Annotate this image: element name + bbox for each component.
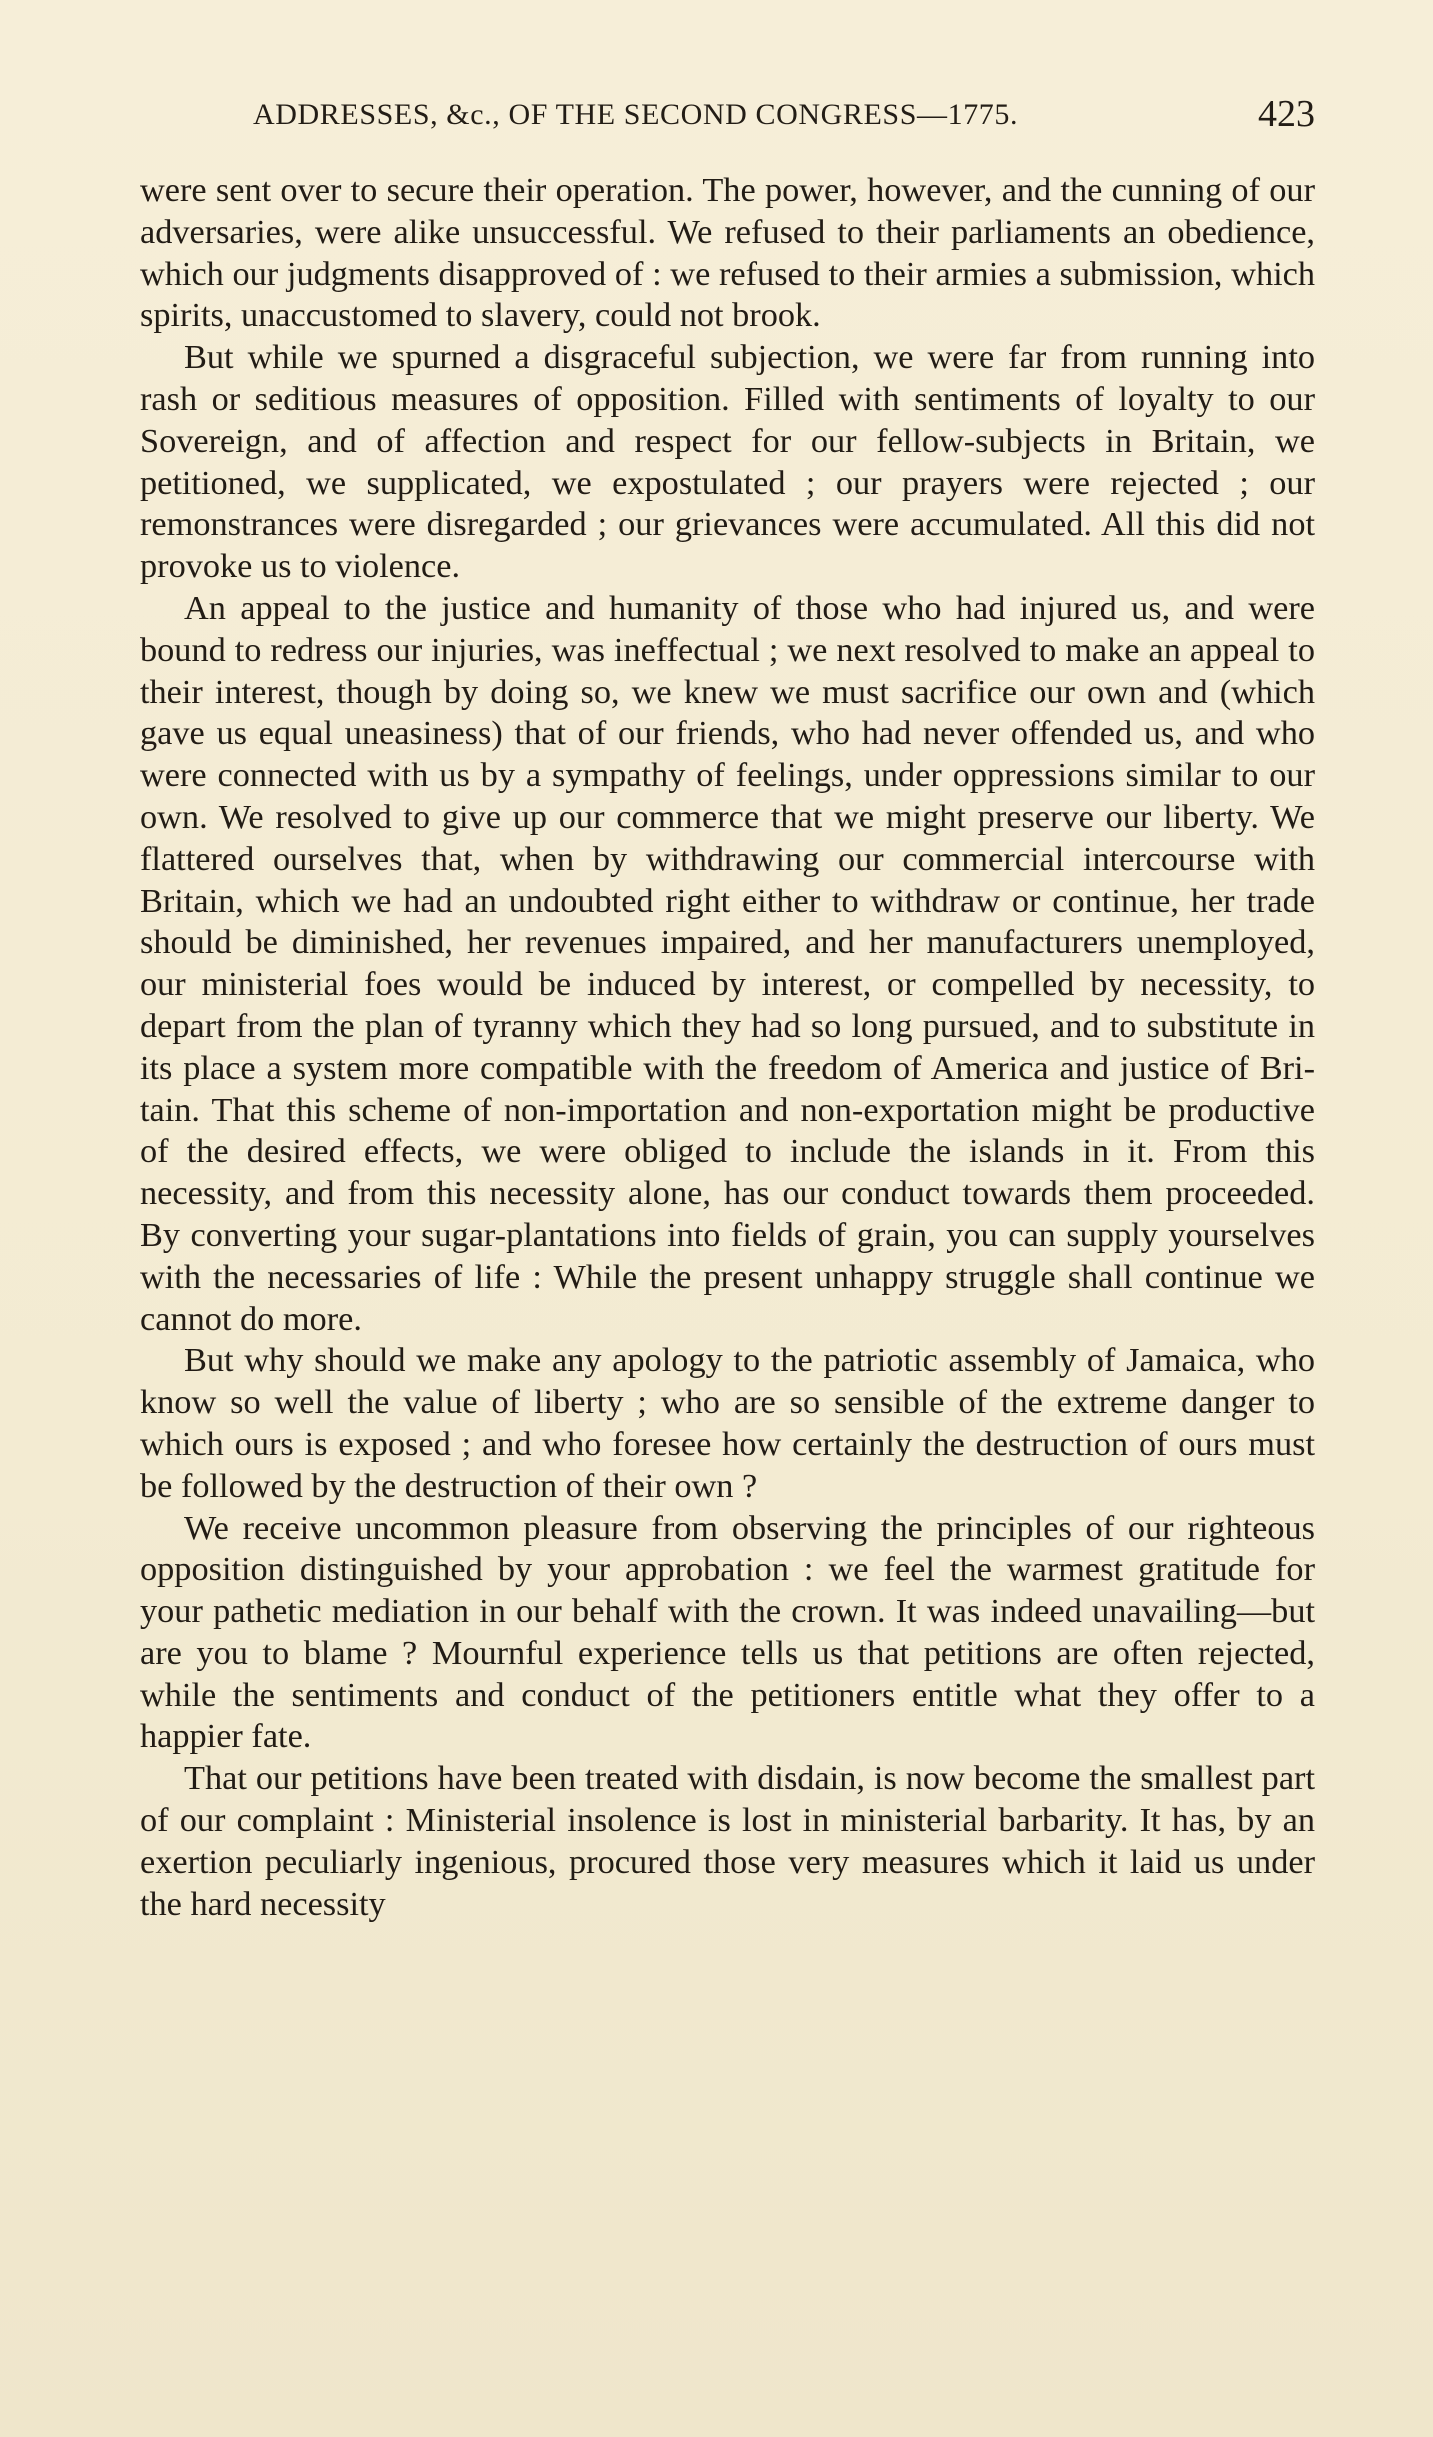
paragraph: But why should we make any apology to the patriotic assembly of Jamaica, who know so well the value of liberty ; who are so sensible of the extreme danger to which ours is exposed ; and who foresee how certainly the destruction of ours must be followed by the destruction of their own ? <box>140 1341 1315 1505</box>
paragraph-continued: were sent over to secure their operation. The power, however, and the cunning of our adversaries, were alike unsuccessful. We refused to their parliaments an obedience, which our judgments disapproved of : we refused to their armies a submission, which spirits, unaccustomed to slavery, could not brook. <box>140 171 1315 335</box>
paragraph: We receive uncommon pleasure from observing the principles of our righteous opposition distinguished by your approbation : we feel the warmest gratitude for your pathetic mediation in our behalf with the crown. It was indeed unavailing—but are you to blame ? Mournful experience tells us that petitions are often rejected, while the sentiments and conduct of the petitioners entitle what they offer to a happier fate. <box>140 1508 1315 1756</box>
page-number: 423 <box>1258 93 1315 135</box>
paragraph: That our petitions have been treated with disdain, is now become the smallest part of our complaint : Ministerial insolence is lost in ministerial barbarity. It has, by an exertion peculiarly ingenious, procured those very measures which it laid us under the hard necessity <box>140 1759 1315 1923</box>
paragraph: But while we spurned a disgraceful subjection, we were far from running into rash or seditious measures of opposition. Filled with sentiments of loyalty to our Sovereign, and of affection and respect for our fellow-subjects in Britain, we petitioned, we supplicated, we expostulated ; our prayers were rejected ; our remonstrances were disregarded ; our grievances were accumulated. All this did not provoke us to violence. <box>140 338 1315 586</box>
paragraph: An appeal to the justice and humanity of those who had injured us, and were bound to redress our injuries, was ineffectual ; we next resolved to make an appeal to their interest, though by doing so, we knew we must sacrifice our own and (which gave us equal uneasiness) that of our friends, who had never offended us, and who were connected with us by a sympathy of feelings, under oppressions similar to our own. We resolved to give up our commerce that we might preserve our liberty. We flattered ourselves that, when by withdrawing our commercial intercourse with Britain, which we had an undoubted right either to withdraw or continue, her trade should be diminished, her revenues impaired, and her manufacturers unemployed, our ministerial foes would be induced by interest, or compelled by necessity, to depart from the plan of tyranny which they had so long pursued, and to substitute in its place a system more compatible with the freedom of America and justice of Britain. That this scheme of non-importation and non-exportation might be productive of the desired effects, we were obliged to include the islands in it. From this necessity, and from this necessity alone, has our conduct towards them proceeded. By converting your sugar-plantations into fields of grain, you can supply yourselves with the necessaries of life : While the present unhappy struggle shall continue we cannot do more. <box>140 588 1315 1338</box>
running-title: ADDRESSES, &c., OF THE SECOND CONGRESS—1775. <box>253 98 1019 131</box>
body-text <box>140 170 1315 1925</box>
running-head <box>140 92 1315 136</box>
